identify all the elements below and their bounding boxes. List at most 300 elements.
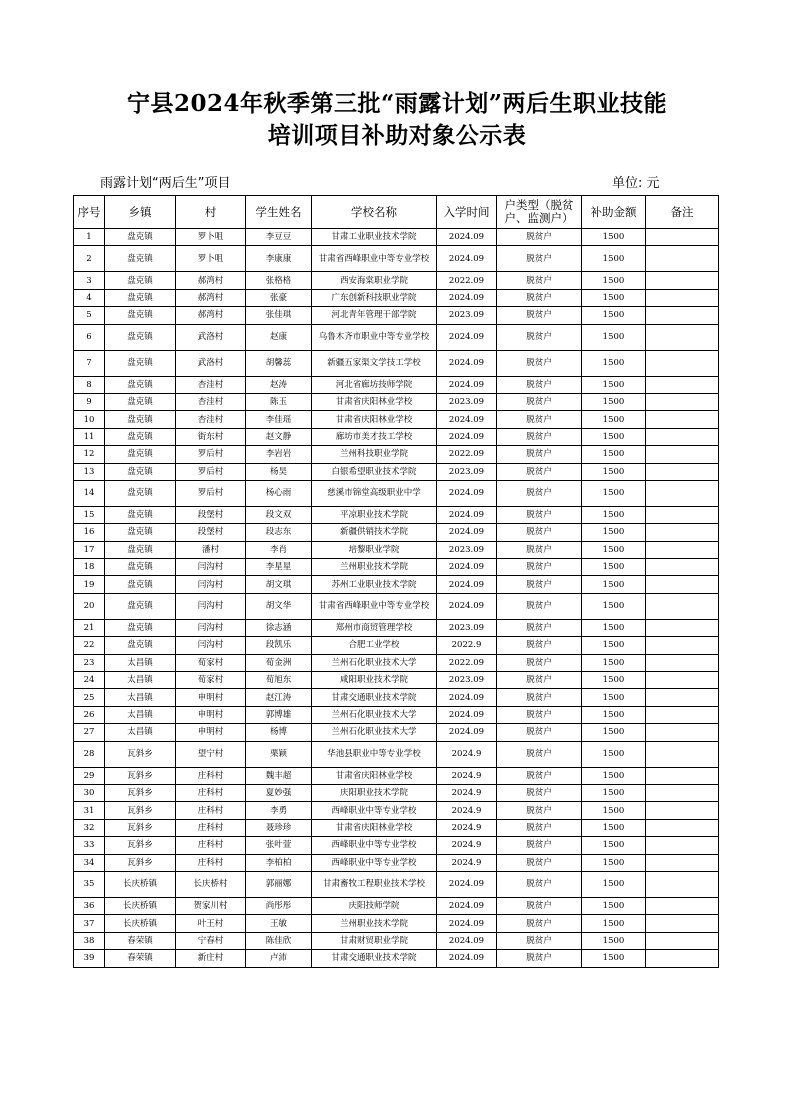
cell-note — [646, 246, 719, 272]
cell-type: 脱贫户 — [497, 350, 582, 376]
cell-date: 2024.09 — [437, 376, 497, 393]
cell-note — [646, 307, 719, 324]
title-line-1: 宁县2024年秋季第三批“雨露计划”两后生职业技能 — [127, 90, 667, 117]
cell-no: 21 — [74, 619, 105, 636]
cell-type: 脱贫户 — [497, 393, 582, 410]
cell-no: 2 — [74, 246, 105, 272]
cell-amount: 1500 — [582, 229, 646, 246]
cell-no: 37 — [74, 915, 105, 932]
cell-school: 西峰职业中等专业学校 — [312, 802, 437, 819]
cell-school: 西峰职业中等专业学校 — [312, 837, 437, 854]
cell-note — [646, 480, 719, 506]
cell-no: 36 — [74, 897, 105, 914]
cell-school: 甘肃工业职业技术学院 — [312, 229, 437, 246]
cell-amount: 1500 — [582, 506, 646, 523]
cell-town: 盘克镇 — [105, 246, 176, 272]
cell-amount: 1500 — [582, 446, 646, 463]
cell-no: 31 — [74, 802, 105, 819]
cell-type: 脱贫户 — [497, 524, 582, 541]
cell-village: 郝湾村 — [176, 289, 246, 306]
cell-type: 脱贫户 — [497, 689, 582, 706]
cell-note — [646, 272, 719, 289]
cell-type: 脱贫户 — [497, 480, 582, 506]
cell-school: 庆阳职业技术学院 — [312, 784, 437, 801]
cell-village: 杏洼村 — [176, 376, 246, 393]
cell-type: 脱贫户 — [497, 463, 582, 480]
cell-note — [646, 576, 719, 593]
cell-type: 脱贫户 — [497, 741, 582, 767]
cell-amount: 1500 — [582, 689, 646, 706]
cell-town: 盘克镇 — [105, 576, 176, 593]
cell-no: 11 — [74, 428, 105, 445]
cell-note — [646, 767, 719, 784]
cell-name: 陈玉 — [246, 393, 312, 410]
cell-note — [646, 819, 719, 836]
cell-date: 2023.09 — [437, 672, 497, 689]
cell-note — [646, 541, 719, 558]
table-row — [74, 724, 719, 741]
table-row — [74, 411, 719, 428]
cell-village: 宁春村 — [176, 932, 246, 949]
cell-town: 盘克镇 — [105, 637, 176, 654]
cell-village: 长庆桥村 — [176, 871, 246, 897]
table-row — [74, 854, 719, 871]
cell-note — [646, 950, 719, 967]
cell-town: 太昌镇 — [105, 654, 176, 671]
header-town: 乡镇 — [105, 196, 176, 229]
cell-note — [646, 897, 719, 914]
cell-amount: 1500 — [582, 672, 646, 689]
cell-name: 胡文华 — [246, 593, 312, 619]
cell-amount: 1500 — [582, 393, 646, 410]
cell-school: 兰州科技职业学院 — [312, 446, 437, 463]
cell-town: 盘克镇 — [105, 480, 176, 506]
table-row — [74, 932, 719, 949]
cell-village: 庄科村 — [176, 854, 246, 871]
cell-name: 张豪 — [246, 289, 312, 306]
cell-name: 陈佳欣 — [246, 932, 312, 949]
cell-town: 盘克镇 — [105, 229, 176, 246]
table-row — [74, 741, 719, 767]
cell-no: 4 — [74, 289, 105, 306]
cell-school: 甘肃交通职业技术学院 — [312, 689, 437, 706]
title-line-2: 培训项目补助对象公示表 — [267, 122, 527, 149]
cell-school: 平凉职业技术学院 — [312, 506, 437, 523]
cell-village: 段堡村 — [176, 506, 246, 523]
cell-type: 脱贫户 — [497, 506, 582, 523]
cell-name: 夏妙强 — [246, 784, 312, 801]
cell-amount: 1500 — [582, 932, 646, 949]
table-row — [74, 576, 719, 593]
cell-village: 武洛村 — [176, 324, 246, 350]
cell-amount: 1500 — [582, 802, 646, 819]
cell-name: 李勇 — [246, 802, 312, 819]
cell-village: 庄科村 — [176, 784, 246, 801]
cell-town: 瓦斜乡 — [105, 741, 176, 767]
cell-name: 段文双 — [246, 506, 312, 523]
cell-name: 卢沛 — [246, 950, 312, 967]
cell-name: 栗颖 — [246, 741, 312, 767]
cell-town: 盘克镇 — [105, 350, 176, 376]
cell-name: 李柏柏 — [246, 854, 312, 871]
cell-no: 3 — [74, 272, 105, 289]
cell-note — [646, 393, 719, 410]
cell-note — [646, 637, 719, 654]
header-note: 备注 — [646, 196, 719, 229]
cell-name: 荀旭东 — [246, 672, 312, 689]
cell-type: 脱贫户 — [497, 871, 582, 897]
table-row — [74, 559, 719, 576]
cell-name: 赵江涛 — [246, 689, 312, 706]
cell-date: 2024.9 — [437, 784, 497, 801]
cell-note — [646, 619, 719, 636]
cell-amount: 1500 — [582, 706, 646, 723]
cell-type: 脱贫户 — [497, 654, 582, 671]
cell-name: 李星星 — [246, 559, 312, 576]
cell-date: 2024.9 — [437, 767, 497, 784]
cell-school: 甘肃省西峰职业中等专业学校 — [312, 593, 437, 619]
cell-school: 培黎职业学院 — [312, 541, 437, 558]
cell-note — [646, 689, 719, 706]
cell-amount: 1500 — [582, 871, 646, 897]
header-type: 户类型（脱贫户、监测户） — [497, 196, 582, 229]
cell-date: 2024.09 — [437, 689, 497, 706]
cell-town: 盘克镇 — [105, 411, 176, 428]
cell-name: 胡馨蕊 — [246, 350, 312, 376]
cell-school: 兰州石化职业技术大学 — [312, 706, 437, 723]
cell-no: 25 — [74, 689, 105, 706]
cell-note — [646, 784, 719, 801]
cell-town: 瓦斜乡 — [105, 854, 176, 871]
cell-school: 甘肃财贸职业学院 — [312, 932, 437, 949]
cell-village: 闫沟村 — [176, 619, 246, 636]
cell-note — [646, 654, 719, 671]
cell-date: 2022.09 — [437, 654, 497, 671]
cell-town: 太昌镇 — [105, 724, 176, 741]
cell-date: 2024.09 — [437, 706, 497, 723]
cell-date: 2024.9 — [437, 854, 497, 871]
cell-name: 段凯乐 — [246, 637, 312, 654]
cell-no: 33 — [74, 837, 105, 854]
cell-date: 2024.09 — [437, 324, 497, 350]
table-header-row — [74, 196, 719, 229]
cell-town: 盘克镇 — [105, 272, 176, 289]
table-row — [74, 446, 719, 463]
cell-no: 9 — [74, 393, 105, 410]
cell-village: 庄科村 — [176, 767, 246, 784]
cell-date: 2022.09 — [437, 272, 497, 289]
cell-no: 10 — [74, 411, 105, 428]
cell-village: 闫沟村 — [176, 576, 246, 593]
cell-amount: 1500 — [582, 724, 646, 741]
table-row — [74, 272, 719, 289]
cell-school: 河北省廊坊技师学院 — [312, 376, 437, 393]
cell-no: 16 — [74, 524, 105, 541]
cell-type: 脱贫户 — [497, 854, 582, 871]
cell-name: 李豆豆 — [246, 229, 312, 246]
table-row — [74, 619, 719, 636]
cell-amount: 1500 — [582, 559, 646, 576]
cell-amount: 1500 — [582, 915, 646, 932]
cell-date: 2024.09 — [437, 229, 497, 246]
table-row — [74, 289, 719, 306]
cell-note — [646, 350, 719, 376]
cell-type: 脱贫户 — [497, 593, 582, 619]
cell-date: 2024.9 — [437, 802, 497, 819]
cell-no: 14 — [74, 480, 105, 506]
table-body — [74, 229, 719, 968]
cell-school: 甘肃交通职业技术学院 — [312, 950, 437, 967]
cell-no: 8 — [74, 376, 105, 393]
unit-label: 单位: 元 — [612, 176, 660, 191]
cell-school: 甘肃省西峰职业中等专业学校 — [312, 246, 437, 272]
cell-village: 荀家村 — [176, 654, 246, 671]
cell-type: 脱贫户 — [497, 246, 582, 272]
table-row — [74, 246, 719, 272]
cell-note — [646, 837, 719, 854]
cell-note — [646, 446, 719, 463]
cell-town: 盘克镇 — [105, 593, 176, 619]
cell-town: 盘克镇 — [105, 289, 176, 306]
cell-note — [646, 524, 719, 541]
table-row — [74, 837, 719, 854]
cell-school: 甘肃省庆阳林业学校 — [312, 767, 437, 784]
cell-village: 潘村 — [176, 541, 246, 558]
cell-village: 荀家村 — [176, 672, 246, 689]
cell-school: 广东创新科技职业学院 — [312, 289, 437, 306]
cell-no: 28 — [74, 741, 105, 767]
cell-name: 王敏 — [246, 915, 312, 932]
cell-type: 脱贫户 — [497, 915, 582, 932]
table-row — [74, 524, 719, 541]
cell-school: 白银希望职业技术学院 — [312, 463, 437, 480]
cell-type: 脱贫户 — [497, 767, 582, 784]
document-title — [0, 88, 794, 152]
cell-village: 庄科村 — [176, 819, 246, 836]
cell-date: 2022.09 — [437, 446, 497, 463]
cell-amount: 1500 — [582, 480, 646, 506]
cell-name: 李康康 — [246, 246, 312, 272]
header-date: 入学时间 — [437, 196, 497, 229]
cell-date: 2024.09 — [437, 593, 497, 619]
cell-type: 脱贫户 — [497, 802, 582, 819]
cell-date: 2024.09 — [437, 932, 497, 949]
cell-town: 太昌镇 — [105, 689, 176, 706]
cell-no: 30 — [74, 784, 105, 801]
project-label: 雨露计划“两后生”项目 — [100, 176, 231, 191]
cell-note — [646, 932, 719, 949]
cell-town: 长庆桥镇 — [105, 915, 176, 932]
cell-type: 脱贫户 — [497, 446, 582, 463]
cell-no: 15 — [74, 506, 105, 523]
cell-no: 6 — [74, 324, 105, 350]
cell-no: 24 — [74, 672, 105, 689]
table-row — [74, 350, 719, 376]
cell-school: 甘肃畜牧工程职业技术学校 — [312, 871, 437, 897]
header-no: 序号 — [74, 196, 105, 229]
cell-school: 兰州职业技术学院 — [312, 559, 437, 576]
cell-amount: 1500 — [582, 819, 646, 836]
cell-type: 脱贫户 — [497, 950, 582, 967]
cell-type: 脱贫户 — [497, 932, 582, 949]
cell-note — [646, 724, 719, 741]
cell-school: 合肥工业学校 — [312, 637, 437, 654]
cell-no: 39 — [74, 950, 105, 967]
cell-village: 武洛村 — [176, 350, 246, 376]
cell-school: 庆阳技师学院 — [312, 897, 437, 914]
cell-date: 2024.09 — [437, 411, 497, 428]
cell-date: 2023.09 — [437, 619, 497, 636]
cell-amount: 1500 — [582, 784, 646, 801]
header-amount: 补助金额 — [582, 196, 646, 229]
cell-town: 瓦斜乡 — [105, 767, 176, 784]
cell-type: 脱贫户 — [497, 411, 582, 428]
cell-school: 兰州石化职业技术大学 — [312, 654, 437, 671]
cell-village: 罗卜咀 — [176, 246, 246, 272]
cell-date: 2024.09 — [437, 350, 497, 376]
header-school: 学校名称 — [312, 196, 437, 229]
cell-date: 2024.09 — [437, 506, 497, 523]
cell-school: 甘肃省庆阳林业学校 — [312, 393, 437, 410]
cell-note — [646, 411, 719, 428]
cell-type: 脱贫户 — [497, 428, 582, 445]
cell-note — [646, 376, 719, 393]
cell-no: 22 — [74, 637, 105, 654]
table-row — [74, 784, 719, 801]
cell-town: 春荣镇 — [105, 950, 176, 967]
cell-no: 38 — [74, 932, 105, 949]
cell-amount: 1500 — [582, 950, 646, 967]
table-row — [74, 871, 719, 897]
cell-village: 叶王村 — [176, 915, 246, 932]
cell-amount: 1500 — [582, 324, 646, 350]
cell-type: 脱贫户 — [497, 819, 582, 836]
cell-school: 甘肃省庆阳林业学校 — [312, 411, 437, 428]
cell-town: 瓦斜乡 — [105, 819, 176, 836]
cell-school: 西安海棠职业学院 — [312, 272, 437, 289]
cell-no: 1 — [74, 229, 105, 246]
table-row — [74, 593, 719, 619]
cell-note — [646, 428, 719, 445]
cell-village: 郝湾村 — [176, 307, 246, 324]
cell-village: 杏洼村 — [176, 393, 246, 410]
table-row — [74, 506, 719, 523]
cell-town: 盘克镇 — [105, 541, 176, 558]
table-row — [74, 324, 719, 350]
cell-no: 7 — [74, 350, 105, 376]
cell-village: 新庄村 — [176, 950, 246, 967]
cell-name: 荀金洲 — [246, 654, 312, 671]
cell-name: 李佳瑶 — [246, 411, 312, 428]
cell-amount: 1500 — [582, 767, 646, 784]
cell-date: 2022.9 — [437, 637, 497, 654]
cell-town: 长庆桥镇 — [105, 897, 176, 914]
cell-type: 脱贫户 — [497, 672, 582, 689]
cell-date: 2024.09 — [437, 950, 497, 967]
cell-village: 望宁村 — [176, 741, 246, 767]
cell-note — [646, 802, 719, 819]
cell-amount: 1500 — [582, 741, 646, 767]
cell-school: 廊坊市美才技工学校 — [312, 428, 437, 445]
cell-town: 太昌镇 — [105, 672, 176, 689]
cell-type: 脱贫户 — [497, 324, 582, 350]
cell-type: 脱贫户 — [497, 376, 582, 393]
cell-town: 盘克镇 — [105, 324, 176, 350]
cell-village: 杏洼村 — [176, 411, 246, 428]
table-row — [74, 428, 719, 445]
cell-type: 脱贫户 — [497, 559, 582, 576]
cell-name: 郭博雄 — [246, 706, 312, 723]
cell-village: 罗卜咀 — [176, 229, 246, 246]
cell-date: 2024.09 — [437, 576, 497, 593]
cell-no: 12 — [74, 446, 105, 463]
cell-school: 新疆五家渠文学技工学校 — [312, 350, 437, 376]
cell-amount: 1500 — [582, 541, 646, 558]
cell-school: 河北青年管理干部学院 — [312, 307, 437, 324]
cell-village: 闫沟村 — [176, 637, 246, 654]
cell-town: 盘克镇 — [105, 559, 176, 576]
cell-note — [646, 289, 719, 306]
cell-name: 杨昊 — [246, 463, 312, 480]
cell-town: 盘克镇 — [105, 376, 176, 393]
cell-name: 赵文静 — [246, 428, 312, 445]
cell-no: 19 — [74, 576, 105, 593]
cell-village: 申明村 — [176, 724, 246, 741]
cell-name: 杨博 — [246, 724, 312, 741]
cell-town: 瓦斜乡 — [105, 784, 176, 801]
cell-name: 张格格 — [246, 272, 312, 289]
cell-amount: 1500 — [582, 524, 646, 541]
cell-note — [646, 559, 719, 576]
cell-town: 瓦斜乡 — [105, 802, 176, 819]
cell-name: 赵涛 — [246, 376, 312, 393]
cell-amount: 1500 — [582, 350, 646, 376]
cell-village: 庄科村 — [176, 802, 246, 819]
cell-note — [646, 593, 719, 619]
cell-type: 脱贫户 — [497, 619, 582, 636]
table-row — [74, 672, 719, 689]
cell-no: 32 — [74, 819, 105, 836]
table-row — [74, 706, 719, 723]
cell-school: 西峰职业中等专业学校 — [312, 854, 437, 871]
cell-no: 26 — [74, 706, 105, 723]
cell-town: 盘克镇 — [105, 619, 176, 636]
cell-village: 郝湾村 — [176, 272, 246, 289]
cell-note — [646, 229, 719, 246]
cell-amount: 1500 — [582, 272, 646, 289]
cell-type: 脱贫户 — [497, 837, 582, 854]
cell-name: 杨心雨 — [246, 480, 312, 506]
cell-no: 35 — [74, 871, 105, 897]
cell-note — [646, 915, 719, 932]
cell-school: 兰州石化职业技术大学 — [312, 724, 437, 741]
cell-date: 2024.09 — [437, 428, 497, 445]
cell-no: 29 — [74, 767, 105, 784]
cell-no: 34 — [74, 854, 105, 871]
cell-amount: 1500 — [582, 376, 646, 393]
cell-town: 盘克镇 — [105, 524, 176, 541]
cell-town: 盘克镇 — [105, 463, 176, 480]
cell-note — [646, 706, 719, 723]
cell-amount: 1500 — [582, 289, 646, 306]
cell-school: 兰州职业技术学院 — [312, 915, 437, 932]
cell-school: 郑州市商贸管理学校 — [312, 619, 437, 636]
cell-amount: 1500 — [582, 897, 646, 914]
cell-date: 2024.09 — [437, 480, 497, 506]
table-row — [74, 819, 719, 836]
cell-amount: 1500 — [582, 654, 646, 671]
cell-date: 2024.09 — [437, 915, 497, 932]
